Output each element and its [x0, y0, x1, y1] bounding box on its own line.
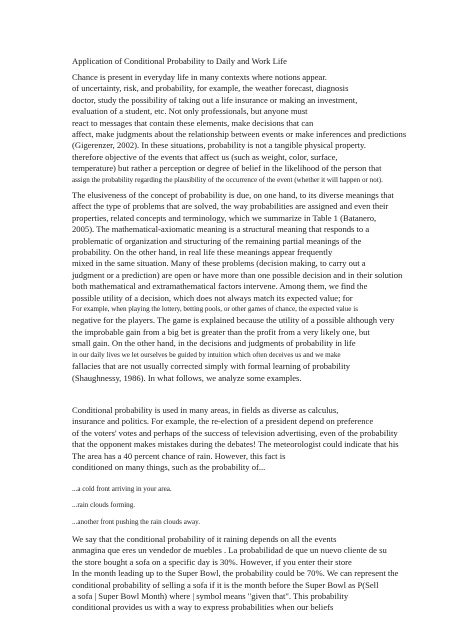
text-line: possible utility of a decision, which does not always match its expected value; for [72, 292, 353, 303]
text-line: in our daily lives we let ourselves be guided by intuition which often deceives us and we make [72, 350, 341, 359]
text-line: conditional probability of selling a sofa if it is the month before the Super Bowl as P(Sell [72, 579, 379, 590]
text-line: of uncertainty, risk, and probability, for example, the weather forecast, diagnosis [72, 83, 349, 94]
text-line: Chance is present in everyday life in many contexts where notions appear. [72, 72, 327, 82]
text-line: probability. On the other hand, in real life these meanings appear frequently [72, 247, 333, 258]
list-item-cold-front [72, 484, 412, 495]
text-line: conditional provides us with a way to express probabilities when our beliefs [72, 602, 334, 613]
text-line: We say that the conditional probability of it raining depends on all the events [72, 534, 337, 544]
text-line: the store bought a sofa on a specific day is 30%. However, if you enter their store [72, 556, 352, 567]
text-line: anmagina que eres un vendedor de muebles . La probabilidad de que un nuevo cliente de su [72, 545, 387, 556]
text-line: a sofa | Super Bowl Month) where | symbol means "given that". This probability [72, 591, 349, 602]
text-line: affect, make judgments about the relationship between events or make inferences and predictions [72, 129, 407, 140]
text-line: therefore objective of the events that affect us (such as weight, color, surface, [72, 151, 338, 162]
text-line: evaluation of a student, etc. Not only professionals, but anyone must [72, 106, 308, 117]
text-line: Conditional probability is used in many areas, in fields as diverse as calculus, [72, 405, 339, 415]
paragraph-elusiveness [72, 190, 412, 384]
text-line: problematic of organization and structuring of the remaining partial meanings of the [72, 235, 362, 246]
document-title: Application of Conditional Probability to Daily and Work Life [72, 56, 287, 66]
list-item-another-front [72, 517, 412, 528]
paragraph-sofa-example [72, 534, 412, 614]
text-line: of the voters' votes and perhaps of the success of television advertising, even of the probability [72, 427, 398, 438]
text-line: ...rain clouds forming. [72, 501, 136, 509]
text-line: negative for the players. The game is explained because the utility of a possible although very [72, 315, 395, 326]
text-line: fallacies that are not usually corrected simply with formal learning of probability [72, 361, 351, 372]
text-line: 2005). The mathematical-axiomatic meaning is a structural meaning that responds to a [72, 224, 370, 235]
text-line: temperature) but rather a perception or degree of belief in the likelihood of the person that [72, 163, 382, 174]
text-line: judgment or a prediction) are open or have more than one possible decision and in their solution [72, 269, 403, 280]
text-line: ...a cold front arriving in your area. [72, 485, 172, 493]
text-line: the improbable gain from a big bet is greater than the profit from a very likely one, but [72, 326, 370, 337]
text-line: properties, related concepts and terminology, which we summarize in Table 1 (Batanero, [72, 212, 377, 223]
paragraph-chance [72, 72, 412, 186]
text-line: In the month leading up to the Super Bowl, the probability could be 70%. We can represent the [72, 568, 399, 579]
text-line: small gain. On the other hand, in the decisions and judgments of probability in life [72, 338, 356, 349]
text-line: both mathematical and extramathematical factors intervene. Among them, we find the [72, 281, 368, 292]
text-line: (Shaughnessy, 1986). In what follows, we analyze some examples. [72, 372, 302, 383]
text-line: doctor, study the possibility of taking out a life insurance or making an investment, [72, 94, 358, 105]
text-line: assign the probability regarding the plausibility of the occurrence of the event (whether it will happen or not). [72, 175, 383, 184]
text-line: react to messages that contain these elements, make decisions that can [72, 117, 314, 128]
text-line: ...another front pushing the rain clouds away. [72, 518, 200, 526]
text-line: mixed in the same situation. Many of these problems (decision making, to carry out a [72, 258, 366, 269]
text-line: The area has a 40 percent chance of rain. However, this fact is [72, 450, 286, 461]
text-line: For example, when playing the lottery, betting pools, or other games of chance, the expected value is [72, 305, 358, 314]
text-line: conditioned on many things, such as the probability of... [72, 462, 266, 473]
text-line: (Gigerenzer, 2002). In these situations, probability is not a tangible physical property. [72, 140, 366, 151]
paragraph-conditional-probability [72, 405, 412, 473]
text-line: The elusiveness of the concept of probability is due, on one hand, to its diverse meanings that [72, 190, 394, 200]
list-item-rain-clouds [72, 500, 412, 511]
text-line: that the opponent makes mistakes during the debates! The meteorologist could indicate that his [72, 439, 399, 450]
text-line: insurance and politics. For example, the re-election of a president depend on preference [72, 416, 374, 427]
text-line: affect the type of problems that are solved, the way probabilities are assigned and even their [72, 201, 389, 212]
